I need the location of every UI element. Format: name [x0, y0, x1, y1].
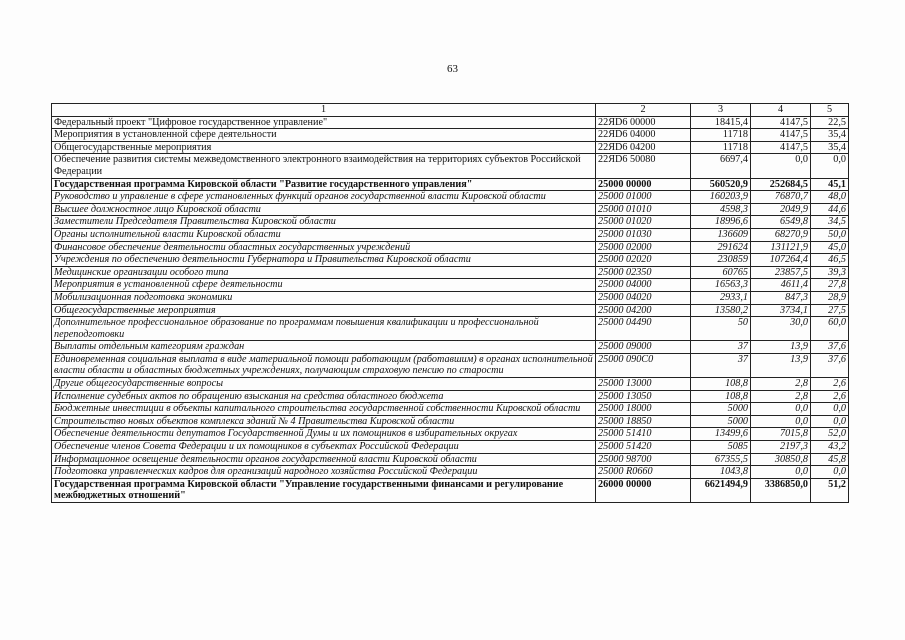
- row-code-cell: 25000 13000: [596, 378, 691, 391]
- row-percent-cell: 37,6: [811, 353, 849, 377]
- row-percent-cell: 48,0: [811, 191, 849, 204]
- row-actual-cell: 76870,7: [751, 191, 811, 204]
- row-plan-cell: 67355,5: [691, 453, 751, 466]
- table-row: [52, 129, 849, 142]
- row-name-cell: Учреждения по обеспечению деятельности Губернатора и Правительства Кировской области: [52, 254, 596, 267]
- row-actual-cell: 0,0: [751, 415, 811, 428]
- row-name-cell: Общегосударственные мероприятия: [52, 304, 596, 317]
- row-percent-cell: 2,6: [811, 378, 849, 391]
- row-code-cell: 25000 02020: [596, 254, 691, 267]
- table-row: [52, 191, 849, 204]
- row-actual-cell: 6549,8: [751, 216, 811, 229]
- table-row: [52, 291, 849, 304]
- row-plan-cell: 4598,3: [691, 203, 751, 216]
- row-actual-cell: 107264,4: [751, 254, 811, 267]
- row-percent-cell: 22,5: [811, 116, 849, 129]
- row-code-cell: 25000 01030: [596, 228, 691, 241]
- table-row: [52, 317, 849, 341]
- row-name-cell: Информационное освещение деятельности органов государственной власти Кировской области: [52, 453, 596, 466]
- row-actual-cell: 2,8: [751, 390, 811, 403]
- row-actual-cell: 30850,8: [751, 453, 811, 466]
- row-plan-cell: 230859: [691, 254, 751, 267]
- table-row: [52, 228, 849, 241]
- row-plan-cell: 5000: [691, 403, 751, 416]
- row-code-cell: 25000 02000: [596, 241, 691, 254]
- row-name-cell: Обеспечение членов Совета Федерации и их помощников в субъектах Российской Федерации: [52, 441, 596, 454]
- row-percent-cell: 0,0: [811, 403, 849, 416]
- row-percent-cell: 0,0: [811, 154, 849, 178]
- table-row: [52, 254, 849, 267]
- page-number: 63: [447, 63, 458, 75]
- row-plan-cell: 6697,4: [691, 154, 751, 178]
- row-name-cell: Заместители Председателя Правительства Кировской области: [52, 216, 596, 229]
- row-plan-cell: 11718: [691, 141, 751, 154]
- row-code-cell: 26000 00000: [596, 478, 691, 502]
- row-name-cell: Единовременная социальная выплата в виде материальной помощи работающим (работавшим) в органах исполнительной власти области и областных бюджетных учреждениях, получающим страховую пенсию по старости: [52, 353, 596, 377]
- row-code-cell: 25000 04000: [596, 279, 691, 292]
- table-row: [52, 241, 849, 254]
- header-col-5: 5: [811, 104, 849, 117]
- row-actual-cell: 252684,5: [751, 178, 811, 191]
- row-code-cell: 25000 51410: [596, 428, 691, 441]
- table-row: [52, 266, 849, 279]
- row-plan-cell: 18415,4: [691, 116, 751, 129]
- row-percent-cell: 35,4: [811, 129, 849, 142]
- row-code-cell: 25000 04200: [596, 304, 691, 317]
- row-actual-cell: 3386850,0: [751, 478, 811, 502]
- row-actual-cell: 0,0: [751, 154, 811, 178]
- row-percent-cell: 51,2: [811, 478, 849, 502]
- table-row: [52, 390, 849, 403]
- header-col-4: 4: [751, 104, 811, 117]
- row-name-cell: Обеспечение развития системы межведомственного электронного взаимодействия на территориях субъектов Российской Федерации: [52, 154, 596, 178]
- row-actual-cell: 23857,5: [751, 266, 811, 279]
- row-name-cell: Дополнительное профессиональное образование по программам повышения квалификации и профессиональной переподготовки: [52, 317, 596, 341]
- row-percent-cell: 39,3: [811, 266, 849, 279]
- row-plan-cell: 5085: [691, 441, 751, 454]
- row-name-cell: Выплаты отдельным категориям граждан: [52, 341, 596, 354]
- row-percent-cell: 34,5: [811, 216, 849, 229]
- row-plan-cell: 37: [691, 341, 751, 354]
- table-header-row: [52, 104, 849, 117]
- row-name-cell: Обеспечение деятельности депутатов Государственной Думы и их помощников в избирательных округах: [52, 428, 596, 441]
- row-percent-cell: 43,2: [811, 441, 849, 454]
- row-plan-cell: 13580,2: [691, 304, 751, 317]
- table-row: [52, 466, 849, 479]
- row-name-cell: Органы исполнительной власти Кировской области: [52, 228, 596, 241]
- row-code-cell: 25000 04490: [596, 317, 691, 341]
- row-code-cell: 22ЯD6 50080: [596, 154, 691, 178]
- row-actual-cell: 2,8: [751, 378, 811, 391]
- row-actual-cell: 4147,5: [751, 129, 811, 142]
- row-code-cell: 25000 R0660: [596, 466, 691, 479]
- row-percent-cell: 37,6: [811, 341, 849, 354]
- row-actual-cell: 13,9: [751, 341, 811, 354]
- row-code-cell: 25000 04020: [596, 291, 691, 304]
- row-name-cell: Государственная программа Кировской области "Развитие государственного управления": [52, 178, 596, 191]
- row-actual-cell: 4147,5: [751, 116, 811, 129]
- table-row: [52, 178, 849, 191]
- header-col-1: 1: [52, 104, 596, 117]
- row-plan-cell: 136609: [691, 228, 751, 241]
- row-code-cell: 25000 13050: [596, 390, 691, 403]
- table-row: [52, 478, 849, 502]
- row-actual-cell: 0,0: [751, 466, 811, 479]
- row-percent-cell: 52,0: [811, 428, 849, 441]
- row-code-cell: 25000 01000: [596, 191, 691, 204]
- row-actual-cell: 0,0: [751, 403, 811, 416]
- row-name-cell: Другие общегосударственные вопросы: [52, 378, 596, 391]
- row-name-cell: Финансовое обеспечение деятельности областных государственных учреждений: [52, 241, 596, 254]
- table-row: [52, 216, 849, 229]
- row-actual-cell: 68270,9: [751, 228, 811, 241]
- row-percent-cell: 35,4: [811, 141, 849, 154]
- row-plan-cell: 18996,6: [691, 216, 751, 229]
- table-row: [52, 415, 849, 428]
- row-code-cell: 25000 98700: [596, 453, 691, 466]
- row-name-cell: Государственная программа Кировской области "Управление государственными финансами и регулирование межбюджетных отношений": [52, 478, 596, 502]
- row-percent-cell: 0,0: [811, 415, 849, 428]
- row-actual-cell: 4611,4: [751, 279, 811, 292]
- table-row: [52, 403, 849, 416]
- table-row: [52, 453, 849, 466]
- row-plan-cell: 160203,9: [691, 191, 751, 204]
- row-percent-cell: 45,1: [811, 178, 849, 191]
- row-actual-cell: 30,0: [751, 317, 811, 341]
- table-row: [52, 154, 849, 178]
- row-plan-cell: 5000: [691, 415, 751, 428]
- table-row: [52, 428, 849, 441]
- row-name-cell: Общегосударственные мероприятия: [52, 141, 596, 154]
- row-code-cell: 25000 090С0: [596, 353, 691, 377]
- row-percent-cell: 27,5: [811, 304, 849, 317]
- row-code-cell: 25000 01020: [596, 216, 691, 229]
- row-plan-cell: 108,8: [691, 378, 751, 391]
- row-name-cell: Подготовка управленческих кадров для организаций народного хозяйства Российской Федерации: [52, 466, 596, 479]
- row-plan-cell: 560520,9: [691, 178, 751, 191]
- row-percent-cell: 27,8: [811, 279, 849, 292]
- row-code-cell: 25000 51420: [596, 441, 691, 454]
- row-name-cell: Федеральный проект "Цифровое государственное управление": [52, 116, 596, 129]
- row-plan-cell: 1043,8: [691, 466, 751, 479]
- row-percent-cell: 0,0: [811, 466, 849, 479]
- row-code-cell: 22ЯD6 00000: [596, 116, 691, 129]
- row-plan-cell: 11718: [691, 129, 751, 142]
- row-actual-cell: 847,3: [751, 291, 811, 304]
- row-plan-cell: 37: [691, 353, 751, 377]
- row-name-cell: Высшее должностное лицо Кировской области: [52, 203, 596, 216]
- row-plan-cell: 108,8: [691, 390, 751, 403]
- table-row: [52, 441, 849, 454]
- row-actual-cell: 13,9: [751, 353, 811, 377]
- row-name-cell: Руководство и управление в сфере установленных функций органов государственной власти Кировской области: [52, 191, 596, 204]
- budget-table: [51, 103, 849, 503]
- row-code-cell: 25000 00000: [596, 178, 691, 191]
- row-name-cell: Медицинские организации особого типа: [52, 266, 596, 279]
- row-percent-cell: 2,6: [811, 390, 849, 403]
- table-row: [52, 141, 849, 154]
- row-percent-cell: 28,9: [811, 291, 849, 304]
- row-plan-cell: 291624: [691, 241, 751, 254]
- row-name-cell: Мероприятия в установленной сфере деятельности: [52, 279, 596, 292]
- header-col-3: 3: [691, 104, 751, 117]
- table-row: [52, 353, 849, 377]
- table-row: [52, 341, 849, 354]
- table-row: [52, 378, 849, 391]
- row-name-cell: Строительство новых объектов комплекса зданий № 4 Правительства Кировской области: [52, 415, 596, 428]
- row-code-cell: 22ЯD6 04000: [596, 129, 691, 142]
- row-code-cell: 25000 02350: [596, 266, 691, 279]
- row-code-cell: 22ЯD6 04200: [596, 141, 691, 154]
- row-plan-cell: 60765: [691, 266, 751, 279]
- row-code-cell: 25000 18000: [596, 403, 691, 416]
- row-percent-cell: 44,6: [811, 203, 849, 216]
- row-name-cell: Мобилизационная подготовка экономики: [52, 291, 596, 304]
- row-actual-cell: 7015,8: [751, 428, 811, 441]
- row-percent-cell: 45,0: [811, 241, 849, 254]
- row-plan-cell: 16563,3: [691, 279, 751, 292]
- table-row: [52, 116, 849, 129]
- row-name-cell: Исполнение судебных актов по обращению взыскания на средства областного бюджета: [52, 390, 596, 403]
- row-name-cell: Мероприятия в установленной сфере деятельности: [52, 129, 596, 142]
- row-plan-cell: 2933,1: [691, 291, 751, 304]
- table-row: [52, 279, 849, 292]
- table-row: [52, 203, 849, 216]
- row-code-cell: 25000 18850: [596, 415, 691, 428]
- row-name-cell: Бюджетные инвестиции в объекты капитального строительства государственной собственности Кировской области: [52, 403, 596, 416]
- header-col-2: 2: [596, 104, 691, 117]
- row-actual-cell: 131121,9: [751, 241, 811, 254]
- row-plan-cell: 50: [691, 317, 751, 341]
- row-actual-cell: 2049,9: [751, 203, 811, 216]
- row-plan-cell: 6621494,9: [691, 478, 751, 502]
- row-percent-cell: 45,8: [811, 453, 849, 466]
- row-actual-cell: 2197,3: [751, 441, 811, 454]
- row-actual-cell: 3734,1: [751, 304, 811, 317]
- row-percent-cell: 50,0: [811, 228, 849, 241]
- row-percent-cell: 46,5: [811, 254, 849, 267]
- row-code-cell: 25000 01010: [596, 203, 691, 216]
- table-row: [52, 304, 849, 317]
- row-plan-cell: 13499,6: [691, 428, 751, 441]
- row-percent-cell: 60,0: [811, 317, 849, 341]
- row-actual-cell: 4147,5: [751, 141, 811, 154]
- row-code-cell: 25000 09000: [596, 341, 691, 354]
